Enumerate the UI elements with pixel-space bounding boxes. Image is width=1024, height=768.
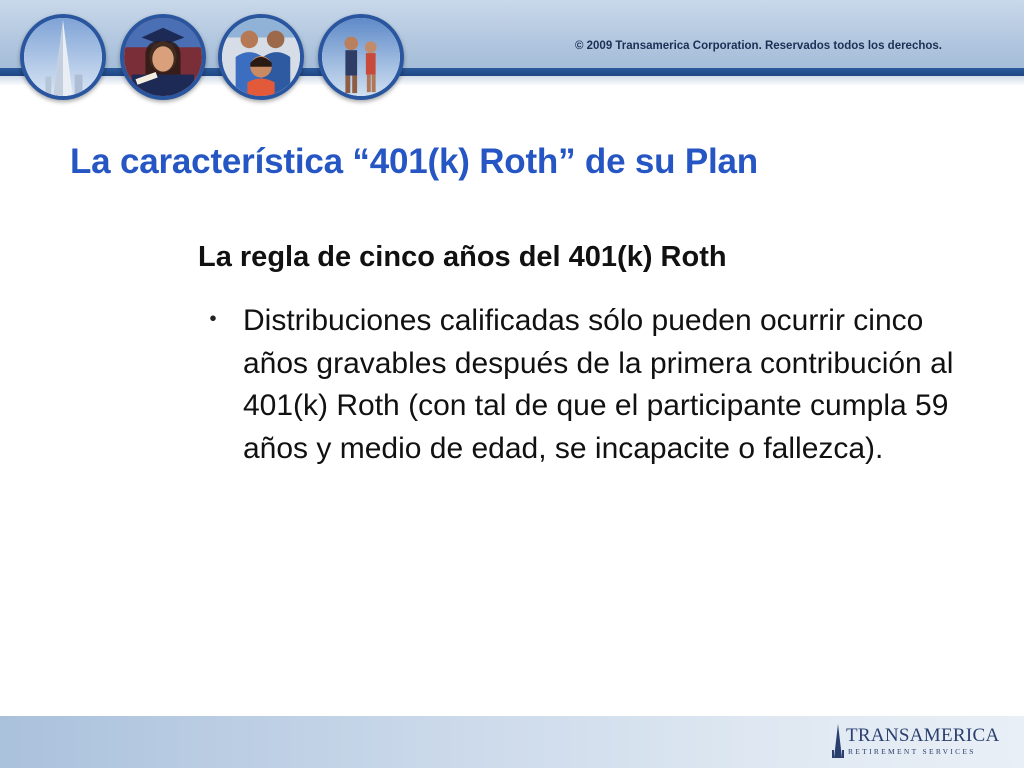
pyramid-tower-photo	[20, 14, 106, 100]
logo-name: TRANSAMERICA	[846, 725, 1000, 746]
family-photo	[218, 14, 304, 100]
logo-subtitle: RETIREMENT SERVICES	[848, 747, 976, 756]
transamerica-logo	[830, 724, 1000, 760]
graduate-photo	[120, 14, 206, 100]
couple-beach-photo	[318, 14, 404, 100]
slide-title: La característica “401(k) Roth” de su Plan	[70, 142, 758, 181]
bullet-marker: ・	[198, 304, 228, 337]
bullet-text: Distribuciones calificadas sólo pueden ocurrir cinco años gravables después de la primera contribución al 401(k) Roth (con tal de que el participante cumpla 59 años y medio de edad, se incapacite o fallezca).	[243, 304, 954, 465]
pyramid-logo-icon	[832, 724, 844, 758]
slide-subtitle: La regla de cinco años del 401(k) Roth	[198, 241, 727, 273]
copyright-notice: © 2009 Transamerica Corporation. Reservados todos los derechos.	[574, 40, 942, 52]
